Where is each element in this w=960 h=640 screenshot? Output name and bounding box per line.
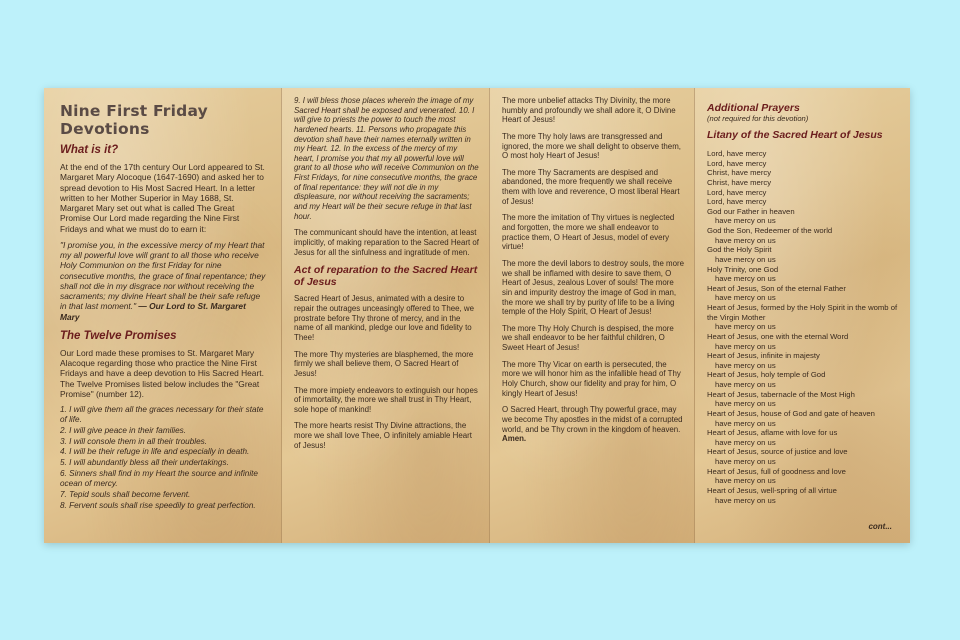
litany-invocation: Heart of Jesus, tabernacle of the Most High [707, 389, 855, 399]
litany-invocation: Heart of Jesus, one with the eternal Word [707, 331, 849, 341]
litany-response: have mercy on us [715, 418, 776, 428]
litany-response: have mercy on us [715, 380, 776, 389]
act-of-reparation-heading: Act of reparation to the Sacred Heart of Jesus [294, 264, 478, 289]
litany-response: have mercy on us [715, 235, 776, 245]
communicant-paragraph: The communicant should have the intention, at least implicitly, of making reparation to the Sacred Heart of Jesus for all the sinfulness and ingratitude of men. [294, 228, 479, 257]
litany-invocation: Heart of Jesus, source of justice and love [707, 447, 848, 457]
litany-response: have mercy on us [715, 254, 776, 264]
litany-list [707, 149, 900, 505]
litany-invocation: Heart of Jesus, holy temple of God [707, 370, 826, 380]
litany-invocation: God the Holy Spirit [707, 245, 772, 255]
act-paragraph: The more Thy Sacraments are despised and abandoned, the more frequently we shall receive them with love and reverence, O most liberal Heart of Jesus! [502, 167, 680, 206]
additional-prayers-heading: Additional Prayers [707, 102, 800, 114]
litany-response: have mercy on us [715, 274, 776, 284]
promises-list [60, 405, 267, 510]
trifold-pamphlet [44, 88, 910, 543]
litany-invocation: Holy Trinity, one God [707, 264, 779, 274]
litany-response: have mercy on us [715, 341, 776, 351]
promise-item: 1. I will give them all the graces necessary for their state of life. [60, 405, 264, 424]
act-paragraph: The more the devil labors to destroy souls, the more we shall be inflamed with desire to save them, O Heart of Jesus, zealous Lover of souls! The more sin and impurity destroy the image of God in man, the more we shall try by purity of life to be a living temple of the Holy Spirit, O Heart of Jesus! [502, 258, 685, 317]
promises-continued: 9. I will bless those places wherein the image of my Sacred Heart shall be exposed and venerated. 10. I will give to priests the power to touch the most hardened hearts. 11. Persons who propagate this devotion shall have their names eternally written in my Heart. 12. In the excess of the mercy of my heart, I promise you that my all powerful love will grant to all those who will receive Communion on the First Fridays, for nine consecutive months, the grace of final repentance: they will not die in my displeasure, nor without receiving the sacraments; and my Heart will be their secure refuge in that last hour. [294, 96, 479, 221]
closing-text: O Sacred Heart, through Thy powerful grace, may we become Thy apostles in the midst of a corrupted world, and be Thy crown in the kingdom of heaven. [502, 405, 683, 434]
litany-invocation: Heart of Jesus, aflame with love for us [707, 428, 838, 438]
promise-item: 2. I will give peace in their families. [60, 425, 187, 435]
act-paragraph: The more impiety endeavors to extinguish our hopes of immortality, the more we shall trust in Thy Heart, sole hope of mankind! [294, 385, 478, 414]
litany-response: have mercy on us [715, 293, 776, 303]
panel-promises-act [282, 88, 490, 543]
closing-prayer [502, 405, 684, 444]
panel-act-continued [490, 88, 695, 543]
act-paragraph: The more the imitation of Thy virtues is neglected and forgotten, the more we shall endeavor to practice them, O Heart of Jesus, model of every virtue! [502, 213, 675, 252]
amen-text: Amen. [502, 434, 527, 444]
litany-invocation: God the Son, Redeemer of the world [707, 226, 833, 235]
intro-paragraph: At the end of the 17th century Our Lord appeared to St. Margaret Mary Alocoque (1647-1690) and asked her to spread devotion to His Most Sacred Heart. In a letter written to her Mother Superior in May 1688, St. Margaret Mary set out what is called The Great Promise Our Lord made regarding the Nine First Fridays and what we must do to earn it: [60, 162, 265, 234]
litany-heading: Litany of the Sacred Heart of Jesus [707, 129, 883, 141]
promise-item: 7. Tepid souls shall become fervent. [60, 489, 191, 499]
promises-intro: Our Lord made these promises to St. Margaret Mary Alacoque regarding those who practice the Nine First Fridays and have a deep devotion to His Sacred Heart. The Twelve Promises listed below includes the "Great Promise" (number 12). [60, 347, 264, 399]
promise-item: 5. I will abundantly bless all their undertakings. [60, 458, 229, 468]
act-paragraph: The more unbelief attacks Thy Divinity, the more humbly and profoundly we shall adore it, O Divine Heart of Jesus! [502, 96, 676, 125]
litany-invocation: Lord, have mercy [707, 187, 767, 197]
litany-response: have mercy on us [715, 322, 776, 332]
act-paragraph: The more hearts resist Thy Divine attractions, the more we shall love Thee, O infinitely amiable Heart of Jesus! [294, 421, 472, 450]
litany-response: have mercy on us [715, 476, 776, 486]
litany-invocation: Heart of Jesus, formed by the Holy Spirit in the womb of the Virgin Mother [707, 303, 898, 322]
promise-item: 3. I will console them in all their troubles. [60, 436, 207, 446]
quote-attribution: — Our Lord to St. Margaret Mary [60, 301, 246, 322]
litany-response: have mercy on us [715, 216, 776, 226]
litany-invocation: Heart of Jesus, full of goodness and love [707, 466, 846, 476]
act-paragraph: The more Thy Holy Church is despised, the more we shall endeavor to be her faithful children, O Sweet Heart of Jesus! [502, 323, 674, 353]
panel-additional-prayers [695, 88, 910, 543]
litany-invocation: Lord, have mercy [707, 158, 767, 168]
promise-item: 8. Fervent souls shall rise speedily to great perfection. [60, 500, 256, 510]
continued-marker: cont... [868, 522, 892, 531]
litany-response: have mercy on us [715, 360, 776, 370]
litany-invocation: Heart of Jesus, well-spring of all virtue [707, 485, 837, 495]
litany-invocation: Heart of Jesus, infinite in majesty [707, 351, 820, 361]
page-title: Nine First Friday Devotions [60, 102, 208, 138]
litany-invocation: Christ, have mercy [707, 168, 772, 178]
quote-text: "I promise you, in the excessive mercy of my Heart that my all powerful love will grant to all those who receive Holy Communion on the first Friday for nine consecutive months, the grace of final repentance; they shall not die in my disgrace nor without receiving the sacraments; my divine Heart shall be their safe refuge in that last moment." [60, 239, 266, 312]
litany-invocation: Heart of Jesus, house of God and gate of heaven [707, 408, 875, 418]
promises-heading: The Twelve Promises [60, 329, 177, 342]
panel-nine-fridays [44, 88, 282, 543]
act-paragraph: Sacred Heart of Jesus, animated with a desire to repair the outrages unceasingly offered to Thee, we prostrate before Thy throne of mercy, and in the name of all mankind, pledge our love and fidelity to Thee! [294, 294, 474, 342]
litany-invocation: Lord, have mercy [707, 197, 767, 207]
promise-item: 6. Sinners shall find in my Heart the source and infinite ocean of mercy. [60, 469, 258, 488]
what-heading: What is it? [60, 144, 119, 156]
act-paragraph: The more Thy mysteries are blasphemed, the more firmly we shall believe them, O Sacred Heart of Jesus! [294, 349, 474, 378]
promise-item: 4. I will be their refuge in life and especially in death. [60, 447, 250, 457]
litany-invocation: Christ, have mercy [707, 177, 772, 187]
litany-invocation: Heart of Jesus, Son of the eternal Father [707, 283, 846, 293]
litany-invocation: Lord, have mercy [707, 149, 767, 158]
litany-response: have mercy on us [715, 495, 776, 505]
additional-prayers-subheading: (not required for this devotion) [707, 114, 809, 123]
litany-response: have mercy on us [715, 437, 776, 447]
litany-response: have mercy on us [715, 457, 776, 466]
great-promise-quote [60, 240, 267, 322]
litany-response: have mercy on us [715, 399, 776, 409]
act-paragraph: The more Thy Vicar on earth is persecuted, the more we will honor him as the infallible head of Thy Holy Church, show our fidelity and pray for him, O kingly Heart of Jesus! [502, 359, 681, 398]
litany-invocation: God our Father in heaven [707, 206, 795, 216]
act-paragraph: The more Thy holy laws are transgressed and ignored, the more we shall delight to observe them, O most holy Heart of Jesus! [502, 131, 681, 161]
